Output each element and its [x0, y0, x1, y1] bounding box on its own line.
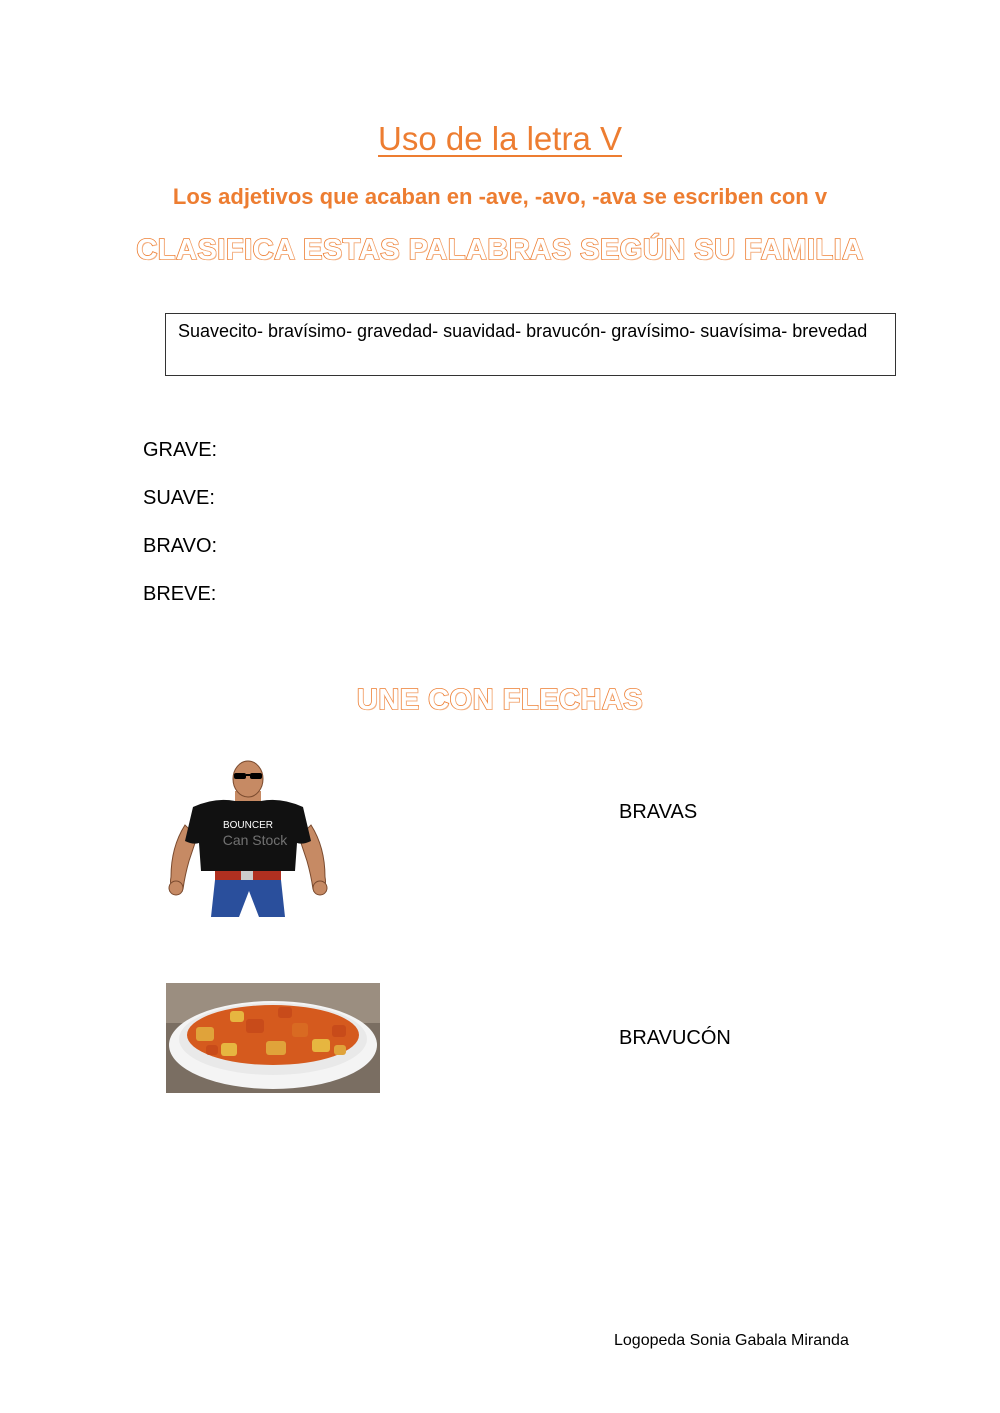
match-word-bravas: BRAVAS — [619, 801, 698, 823]
word-bank-box — [165, 313, 896, 376]
bouncer-illustration-icon — [163, 757, 333, 922]
family-label-suave: SUAVE: — [143, 487, 215, 509]
classify-heading: CLASIFICA ESTAS PALABRAS SEGÚN SU FAMILIA — [136, 234, 864, 266]
canstock-watermark: Can Stock — [222, 832, 288, 848]
match-word-bravucon: BRAVUCÓN — [619, 1027, 731, 1049]
word-bank-text: Suavecito- bravísimo- gravedad- suavidad- bravucón- gravísimo- suavísima- brevedad — [178, 321, 868, 341]
author-footer: Logopeda Sonia Gabala Miranda — [614, 1332, 849, 1349]
page-title: Uso de la letra V — [378, 120, 622, 157]
family-label-bravo: BRAVO: — [143, 535, 218, 557]
bouncer-shirt-text: BOUNCER — [222, 820, 274, 831]
patatas-bravas-picture — [166, 983, 380, 1093]
patatas-bravas-bowl-icon — [166, 983, 380, 1093]
rule-subtitle: Los adjetivos que acaban en -ave, -avo, -ava se escriben con v — [172, 184, 828, 209]
family-label-breve: BREVE: — [143, 583, 217, 605]
family-label-grave: GRAVE: — [143, 439, 218, 461]
bouncer-picture — [163, 757, 333, 922]
match-heading: UNE CON FLECHAS — [356, 684, 644, 716]
